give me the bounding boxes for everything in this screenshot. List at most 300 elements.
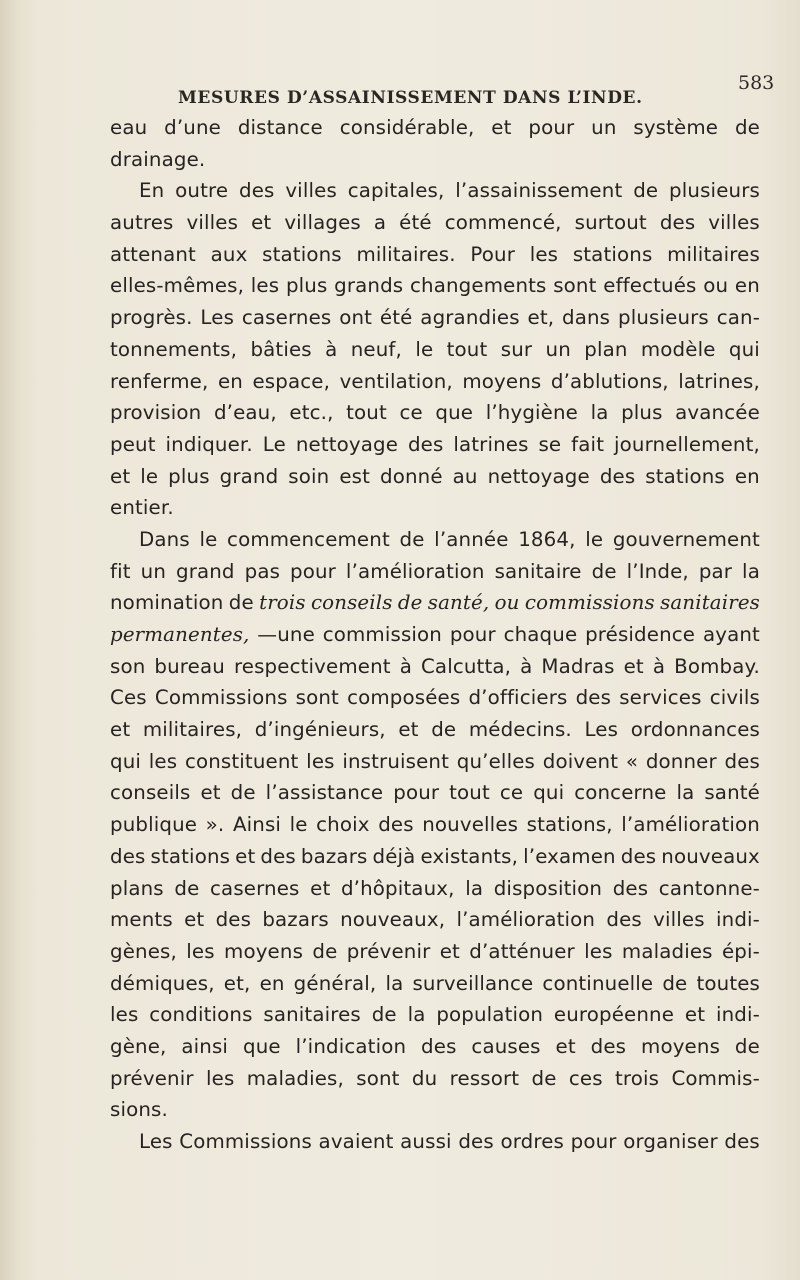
word: la: [742, 559, 760, 583]
body-text: [110, 112, 760, 1158]
word: organiser: [623, 1130, 718, 1153]
word: casernes: [210, 876, 300, 900]
word: de: [230, 781, 256, 805]
word: 1864,: [518, 527, 576, 551]
word: de: [734, 1034, 760, 1058]
word: ont: [339, 306, 373, 330]
word: la: [676, 781, 695, 805]
word: au: [452, 464, 478, 488]
word: militaires.: [356, 242, 456, 266]
word: causes: [471, 1034, 541, 1058]
word: tonnements,: [110, 337, 238, 361]
word: à: [325, 337, 338, 361]
word: des: [575, 686, 612, 710]
word: l’amélioration: [621, 813, 760, 837]
word: commission: [322, 623, 442, 646]
text-line: [110, 873, 760, 905]
word: ventilation,: [339, 369, 453, 393]
text-line: [110, 270, 760, 302]
word: sanitaires: [263, 1003, 361, 1027]
word: santé,: [427, 591, 490, 615]
word: agrandies: [420, 306, 520, 330]
word: renferme,: [110, 369, 209, 393]
text-line: [110, 112, 760, 144]
word: plans: [110, 876, 164, 900]
word: pour: [393, 781, 440, 805]
word: et: [200, 781, 221, 805]
word: peut: [110, 432, 156, 456]
word: ou: [703, 274, 729, 298]
text-line: [110, 524, 760, 556]
word: latrines,: [678, 369, 760, 393]
word: instruisent: [342, 749, 450, 773]
word: système: [633, 116, 719, 139]
word: d’officiers: [468, 686, 568, 710]
word: l’assistance: [265, 781, 384, 805]
text-line: [110, 777, 760, 809]
word: les: [186, 939, 215, 963]
word: ce: [399, 401, 423, 425]
word: d’une: [164, 116, 221, 139]
word: un: [545, 337, 571, 361]
text-line: [110, 1126, 760, 1158]
word: existants,: [420, 844, 519, 868]
word: des: [378, 813, 414, 837]
word: des: [110, 844, 146, 868]
word: de: [431, 718, 457, 742]
word: d’ablutions,: [550, 369, 669, 393]
word: trois: [259, 591, 306, 615]
word: surtout: [574, 211, 647, 235]
word: gouvernement: [612, 527, 760, 551]
word: et: [623, 654, 644, 678]
word: entier.: [110, 496, 174, 520]
word: stations: [262, 242, 342, 266]
word: Commissions: [154, 686, 288, 710]
word: pour: [290, 559, 336, 583]
text-line: [110, 968, 760, 1000]
word: et: [110, 464, 131, 488]
text-line: [110, 1063, 760, 1095]
word: fait: [571, 432, 605, 456]
word: médecins.: [468, 718, 572, 742]
word: commencement: [227, 527, 390, 551]
word: et: [398, 718, 419, 742]
text-line: [110, 809, 760, 841]
text-line: [110, 1031, 760, 1063]
word: des: [659, 211, 696, 235]
word: ments: [110, 908, 173, 932]
word: les: [306, 749, 335, 773]
word: général,: [293, 971, 377, 995]
word: santé: [704, 781, 760, 805]
word: la: [385, 971, 404, 995]
word: Madras: [541, 654, 615, 678]
word: moyens: [462, 369, 542, 393]
word: ces: [568, 1066, 603, 1090]
word: des: [724, 1130, 760, 1153]
word: population: [436, 1003, 544, 1027]
word: indi-: [715, 908, 760, 932]
word: et: [310, 876, 331, 900]
word: du: [411, 1066, 438, 1090]
word: présidence: [585, 623, 696, 646]
text-line: [110, 207, 760, 239]
word: stations: [572, 242, 653, 266]
word: pour: [449, 623, 496, 646]
word: nouvelles: [422, 813, 519, 837]
word: changements: [410, 274, 547, 298]
word: militaires: [667, 242, 760, 266]
word: ou: [494, 591, 520, 615]
text-line: [110, 841, 760, 873]
word: d’eau,: [213, 401, 277, 425]
word: permanentes,: [110, 623, 250, 646]
word: de: [662, 971, 688, 995]
word: tout: [446, 337, 488, 361]
word: le: [585, 527, 604, 551]
word: des: [599, 464, 636, 488]
word: le: [140, 464, 159, 488]
word: maladies: [621, 939, 713, 963]
word: stations: [645, 464, 725, 488]
word: plus: [285, 274, 328, 298]
word: commissions: [524, 591, 655, 615]
word: en: [734, 274, 760, 298]
word: attenant: [110, 242, 196, 266]
text-line: [110, 619, 760, 651]
word: la: [590, 401, 609, 425]
word: gènes,: [110, 939, 177, 963]
word: cantonne-: [658, 876, 760, 900]
text-line: [110, 144, 760, 176]
word: conseils: [310, 591, 393, 615]
word: constituent: [184, 749, 299, 773]
word: ordonnances: [630, 718, 760, 742]
word: villes: [186, 211, 239, 235]
word: nettoyage: [295, 432, 399, 456]
word: nouveaux,: [340, 908, 446, 932]
word: à: [652, 654, 666, 678]
word: ».: [205, 813, 225, 837]
word: l’année: [434, 527, 509, 551]
word: sont: [356, 1066, 400, 1090]
word: de: [174, 876, 200, 900]
text-line: [110, 556, 760, 588]
word: de: [399, 527, 425, 551]
word: grand: [219, 464, 279, 488]
word: Dans: [139, 527, 190, 551]
word: plus: [621, 401, 663, 425]
word: tout: [449, 781, 490, 805]
word: plusieurs: [617, 306, 709, 330]
word: les: [250, 274, 280, 298]
word: doivent: [542, 749, 619, 773]
word: un: [140, 559, 167, 583]
word: est: [339, 464, 371, 488]
word: sont: [553, 274, 597, 298]
word: Ainsi: [232, 813, 282, 837]
word: en: [734, 464, 760, 488]
word: Calcutta,: [420, 654, 512, 678]
word: grand: [175, 559, 235, 583]
word: qu’elles: [456, 749, 535, 773]
text-line: [110, 175, 760, 207]
word: composées: [347, 686, 461, 710]
word: fit: [110, 559, 131, 583]
text-line: [110, 492, 760, 524]
word: de: [591, 559, 617, 583]
word: Pour: [470, 242, 515, 266]
word: nouveaux: [661, 844, 760, 868]
word: ayant: [702, 623, 760, 646]
word: bazars: [300, 844, 368, 868]
word: à: [399, 654, 412, 678]
word: et: [251, 211, 272, 235]
word: a: [373, 211, 387, 235]
word: des: [620, 844, 657, 868]
word: des: [407, 432, 444, 456]
word: en: [217, 369, 243, 393]
word: le: [415, 337, 434, 361]
word: sanitaires: [660, 591, 760, 615]
word: indi-: [715, 1003, 760, 1027]
text-line: [110, 366, 760, 398]
word: soin: [288, 464, 330, 488]
word: trois: [615, 1066, 660, 1090]
word: ce: [499, 781, 524, 805]
text-line: [110, 239, 760, 271]
word: progrès.: [110, 306, 193, 330]
word: et: [184, 908, 205, 932]
word: pour: [570, 1130, 617, 1153]
word: qui: [533, 781, 565, 805]
word: que: [435, 401, 474, 425]
word: respectivement: [233, 654, 391, 678]
running-head-title: MESURES D’ASSAINISSEMENT DANS L’INDE.: [178, 88, 643, 108]
word: etc.,: [289, 401, 334, 425]
word: moyens: [641, 1034, 721, 1058]
word: modèle: [640, 337, 716, 361]
word: se: [538, 432, 562, 456]
word: les: [148, 749, 178, 773]
word: de: [371, 1003, 397, 1027]
word: moyens: [224, 939, 304, 963]
word: bazars: [262, 908, 329, 932]
word: des: [215, 908, 252, 932]
word: des: [606, 908, 642, 932]
word: démiques,: [110, 971, 215, 995]
word: les: [529, 242, 559, 266]
word: qui: [110, 749, 142, 773]
word: elles-mêmes,: [110, 274, 245, 298]
word: conditions: [149, 1003, 253, 1027]
word: nomination: [110, 591, 224, 615]
word: pour: [528, 116, 575, 139]
word: choix: [316, 813, 370, 837]
word: l’indication: [295, 1034, 407, 1058]
word: can-: [716, 306, 760, 330]
word: stations,: [526, 813, 613, 837]
word: Commissions: [179, 1130, 312, 1153]
word: commencé,: [444, 211, 562, 235]
word: les: [584, 939, 613, 963]
word: plus: [168, 464, 210, 488]
text-line: [110, 397, 760, 429]
text-line: [110, 1094, 760, 1126]
word: que: [242, 1034, 281, 1058]
word: conseils: [110, 781, 191, 805]
word: un: [591, 116, 617, 139]
word: l’amélioration: [456, 908, 596, 932]
word: Ces: [110, 686, 147, 710]
text-line: [110, 429, 760, 461]
word: Les: [139, 1130, 173, 1153]
word: chaque: [503, 623, 578, 646]
word: villes: [285, 179, 337, 203]
word: et: [491, 116, 512, 139]
word: avaient: [318, 1130, 394, 1153]
word: plusieurs: [669, 179, 760, 203]
word: la: [465, 876, 484, 900]
word: et: [110, 718, 131, 742]
word: ainsi: [181, 1034, 229, 1058]
word: militaires,: [142, 718, 243, 742]
word: ordres: [500, 1130, 564, 1153]
word: les: [206, 1066, 235, 1090]
word: journellement,: [614, 432, 760, 456]
word: ressort: [449, 1066, 520, 1090]
word: prévenir: [110, 1066, 194, 1090]
text-line: [110, 651, 760, 683]
word: de: [633, 179, 659, 203]
word: de: [531, 1066, 557, 1090]
word: Les: [584, 718, 619, 742]
word: qui: [728, 337, 760, 361]
word: été: [399, 211, 432, 235]
word: sions.: [110, 1098, 168, 1122]
text-line: [110, 936, 760, 968]
word: effectués: [603, 274, 697, 298]
word: «: [625, 749, 639, 773]
word: été: [379, 306, 413, 330]
word: espace,: [252, 369, 331, 393]
text-line: [110, 334, 760, 366]
word: la: [407, 1003, 426, 1027]
word: et,: [527, 306, 555, 330]
word: de: [734, 116, 760, 139]
word: nettoyage: [487, 464, 590, 488]
word: continuelle: [542, 971, 654, 995]
word: sanitaire: [494, 559, 582, 583]
word: neuf,: [350, 337, 402, 361]
word: En: [139, 179, 165, 203]
word: villages: [284, 211, 361, 235]
word: à: [520, 654, 533, 678]
word: gène,: [110, 1034, 167, 1058]
word: européenne: [553, 1003, 675, 1027]
word: le: [289, 813, 308, 837]
word: sur: [500, 337, 533, 361]
word: déjà: [372, 844, 416, 868]
word: l’Inde,: [626, 559, 689, 583]
word: donné: [380, 464, 443, 488]
text-line: [110, 302, 760, 334]
word: concerne: [574, 781, 667, 805]
word: maladies,: [246, 1066, 344, 1090]
word: d’atténuer: [469, 939, 575, 963]
word: publique: [110, 813, 198, 837]
word: des: [421, 1034, 457, 1058]
word: avancée: [675, 401, 760, 425]
word: indiquer.: [165, 432, 253, 456]
word: d’ingénieurs,: [254, 718, 386, 742]
text-line: [110, 999, 760, 1031]
word: le: [199, 527, 218, 551]
text-line: [110, 461, 760, 493]
word: son: [110, 654, 146, 678]
word: prévenir: [346, 939, 431, 963]
word: villes: [708, 211, 760, 235]
text-line: [110, 714, 760, 746]
word: des: [458, 1130, 494, 1153]
word: de: [228, 591, 254, 615]
word: épi-: [721, 939, 760, 963]
word: pas: [244, 559, 281, 583]
word: bureau: [154, 654, 225, 678]
word: et: [684, 1003, 706, 1027]
word: et: [235, 844, 256, 868]
word: en: [259, 971, 285, 995]
word: distance: [237, 116, 323, 139]
word: donner: [645, 749, 717, 773]
word: capitales,: [347, 179, 445, 203]
word: eau: [110, 116, 148, 139]
word: et,: [223, 971, 251, 995]
word: toutes: [696, 971, 760, 995]
word: outre: [175, 179, 229, 203]
word: Les: [200, 306, 235, 330]
word: de: [397, 591, 423, 615]
word: par: [698, 559, 733, 583]
word: provision: [110, 401, 202, 425]
word: drainage.: [110, 147, 206, 171]
word: disposition: [493, 876, 603, 900]
word: autres: [110, 211, 174, 235]
word: des: [590, 1034, 627, 1058]
word: Commis-: [671, 1066, 760, 1090]
text-line: [110, 904, 760, 936]
word: surveillance: [412, 971, 534, 995]
word: Bombay.: [674, 654, 760, 678]
word: l’amélioration: [345, 559, 485, 583]
word: bâties: [250, 337, 312, 361]
word: et: [555, 1034, 576, 1058]
word: villes: [653, 908, 705, 932]
text-line: [110, 682, 760, 714]
word: des: [724, 749, 760, 773]
text-line: [110, 746, 760, 778]
word: latrines: [453, 432, 529, 456]
word: des: [612, 876, 649, 900]
word: l’hygiène: [485, 401, 578, 425]
word: et: [439, 939, 460, 963]
word: stations: [150, 844, 231, 868]
text-line: [110, 587, 760, 619]
word: dans: [562, 306, 611, 330]
word: l’examen: [523, 844, 616, 868]
word: civils: [709, 686, 760, 710]
